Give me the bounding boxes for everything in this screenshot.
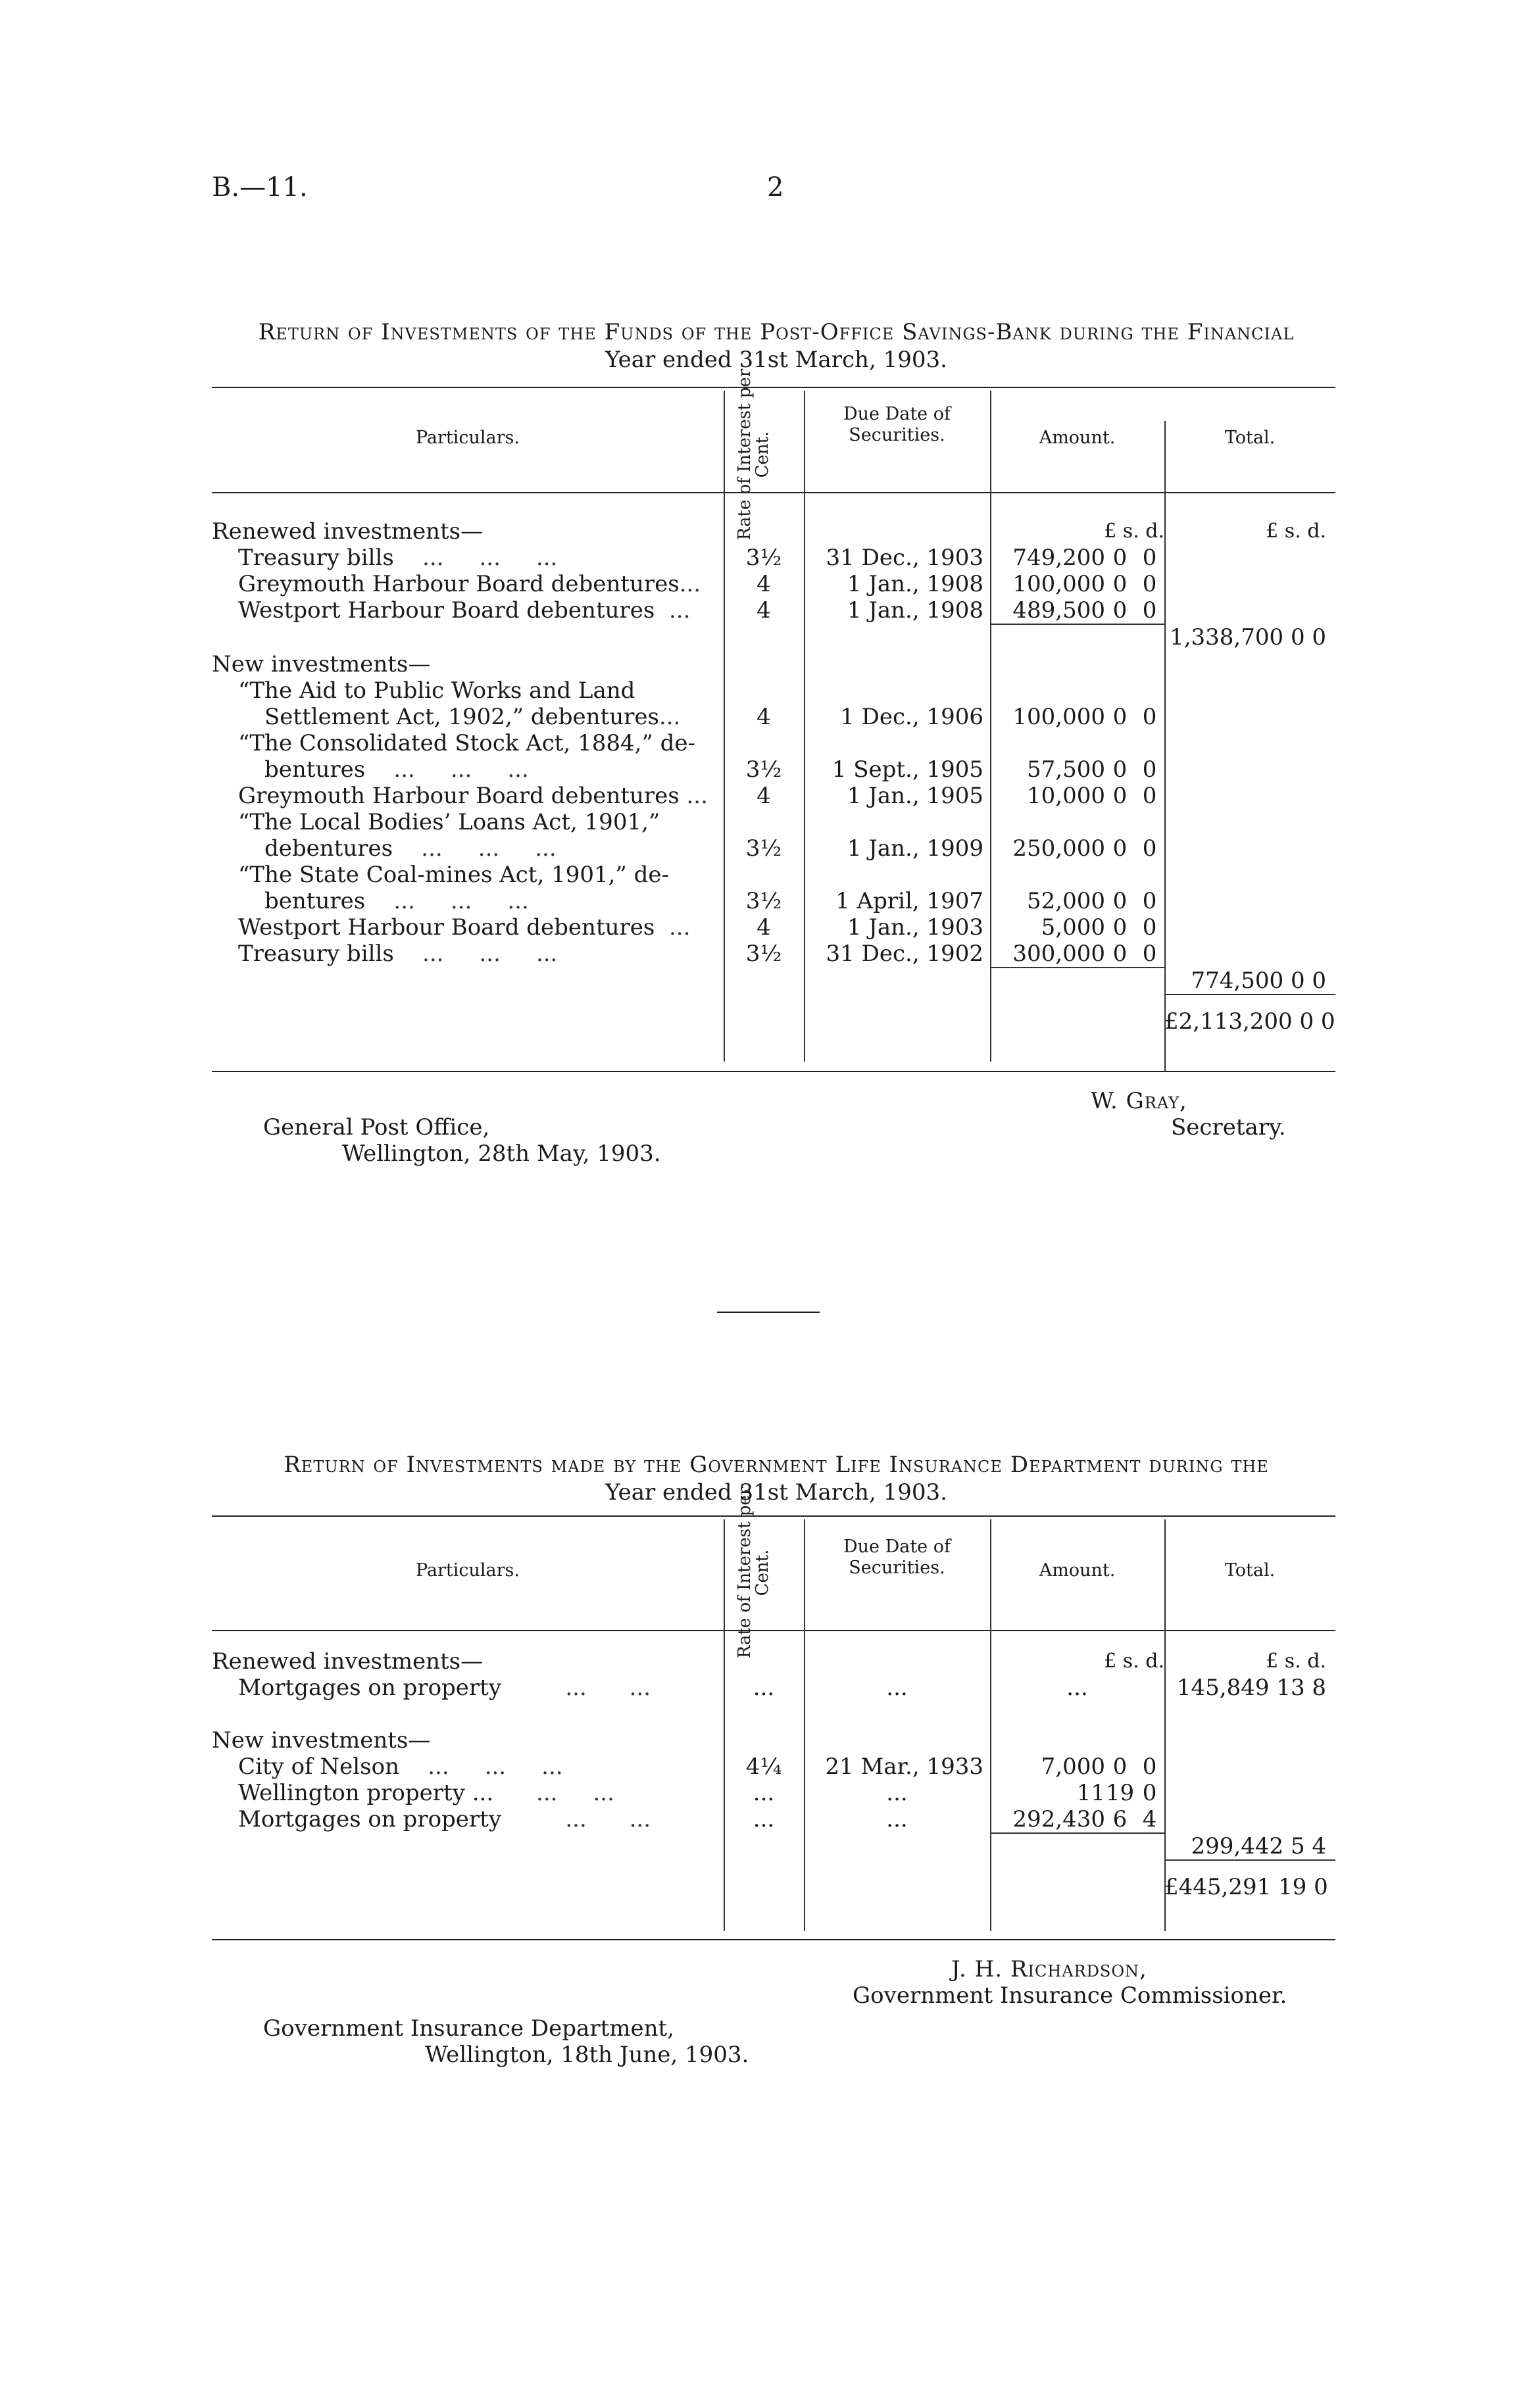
pounds: 7,000	[1041, 1754, 1105, 1780]
table-row	[212, 1701, 1335, 1727]
particular: “The Aid to Public Works and Land	[238, 677, 635, 704]
particular: Wellington property ... ... ...	[238, 1780, 614, 1806]
life-insurance-title-line2: Year ended 31st March, 1903.	[605, 1479, 947, 1506]
due-date: 21 Mar., 1933	[825, 1754, 983, 1780]
particular: “The Consolidated Stock Act, 1884,” de-	[238, 730, 695, 756]
savings-bank-title-line1: Return of Investments of the Funds of the Post-Office Savings-Bank during the Financial	[258, 319, 1295, 345]
life-insurance-signature	[853, 1956, 1287, 2009]
due-date: 31 Dec., 1903	[826, 545, 983, 571]
shillings: 0	[1112, 756, 1128, 783]
pence: 4	[1142, 1806, 1157, 1832]
section-separator	[717, 1312, 820, 1313]
pence: 0	[1142, 545, 1157, 571]
amount: ...	[1066, 1675, 1088, 1701]
subtotal: 299,442 5 4	[1191, 1833, 1327, 1859]
column-header-due-date: Due Date of Securities.	[843, 404, 951, 445]
rate: 4	[757, 914, 771, 941]
particular: Treasury bills ... ... ...	[238, 941, 558, 967]
table-row	[212, 1754, 1335, 1780]
due-date: 1 Sept., 1905	[832, 756, 983, 783]
pounds: 292,430	[1012, 1806, 1105, 1832]
table-row	[212, 1675, 1335, 1701]
column-header-total: Total.	[1224, 1560, 1276, 1581]
particular: Westport Harbour Board debentures ...	[238, 914, 691, 941]
section-label: Renewed investments—	[212, 1648, 484, 1675]
particular: City of Nelson ... ... ...	[238, 1754, 563, 1780]
rate: 3½	[745, 545, 782, 571]
pence: 0	[1142, 914, 1157, 941]
table-bottom-rule	[212, 1939, 1335, 1940]
due-date: 1 Jan., 1909	[847, 835, 983, 862]
signatory-name: W. Gray,	[1091, 1088, 1187, 1114]
savings-bank-signature	[1091, 1088, 1286, 1141]
place-line: General Post Office,	[263, 1114, 490, 1141]
rate: 4	[757, 783, 771, 809]
due-date: ...	[886, 1780, 908, 1806]
table-row	[212, 651, 1335, 677]
due-date: 1 April, 1907	[835, 888, 983, 914]
table-row	[212, 756, 1335, 783]
shillings: 6	[1112, 1806, 1128, 1832]
shillings: 0	[1112, 545, 1128, 571]
pence: 0	[1142, 704, 1157, 730]
signatory-title: Government Insurance Commissioner.	[853, 1982, 1287, 2009]
particular: “The State Coal-mines Act, 1901,” de-	[238, 862, 669, 888]
table-row	[212, 941, 1335, 968]
pounds: 300,000	[1012, 941, 1105, 967]
place-line: Wellington, 18th June, 1903.	[425, 2042, 749, 2068]
pence: 0	[1142, 1780, 1157, 1806]
due-date: 1 Jan., 1903	[847, 914, 983, 941]
pence: 0	[1142, 756, 1157, 783]
column-header-due-date: Due Date of Securities.	[843, 1536, 951, 1578]
rate: 3½	[745, 888, 782, 914]
pounds: 100,000	[1012, 571, 1105, 597]
total-units: £ s. d.	[1266, 520, 1327, 543]
column-header-rate: Rate of Interest per Cent.	[735, 1487, 772, 1659]
table-row	[212, 730, 1335, 756]
subtotal: 145,849 13 8	[1176, 1675, 1327, 1701]
shillings: 0	[1112, 914, 1128, 941]
table-row	[212, 888, 1335, 914]
rate: 3½	[745, 835, 782, 862]
table-row	[212, 1860, 1335, 1915]
rate: 4	[757, 704, 771, 730]
due-date: 1 Jan., 1908	[847, 571, 983, 597]
pence: 0	[1142, 571, 1157, 597]
rate: 4	[757, 571, 771, 597]
amount-units: £ s. d.	[1104, 520, 1165, 543]
table-row	[212, 1648, 1335, 1675]
column-header-amount: Amount.	[1039, 428, 1116, 448]
pounds: 489,500	[1012, 597, 1105, 624]
rate: 4	[757, 597, 771, 624]
table-row	[212, 968, 1335, 995]
document-reference: B.—11.	[212, 172, 308, 203]
table-row	[212, 1833, 1335, 1860]
table-row	[212, 597, 1335, 624]
particular: “The Local Bodies’ Loans Act, 1901,”	[238, 809, 660, 835]
pounds: 10,000	[1027, 783, 1105, 809]
pounds: 5,000	[1041, 914, 1105, 941]
column-header-particulars: Particulars.	[415, 1560, 520, 1581]
section-label: New investments—	[212, 651, 431, 677]
savings-bank-title-line2: Year ended 31st March, 1903.	[605, 347, 947, 373]
life-insurance-place	[263, 2015, 749, 2068]
shillings: 0	[1112, 783, 1128, 809]
pounds: 52,000	[1027, 888, 1105, 914]
total-units: £ s. d.	[1266, 1650, 1327, 1673]
table-row	[212, 518, 1335, 545]
place-line: Government Insurance Department,	[263, 2015, 674, 2042]
table-row	[212, 783, 1335, 809]
shillings: 0	[1112, 704, 1128, 730]
rate: ...	[753, 1806, 775, 1832]
due-date: 1 Jan., 1908	[847, 597, 983, 624]
table-row	[212, 809, 1335, 835]
column-header-amount: Amount.	[1039, 1560, 1116, 1581]
column-header-rate: Rate of Interest per Cent.	[735, 368, 772, 541]
particular: Greymouth Harbour Board debentures ...	[238, 783, 708, 809]
table-row	[212, 862, 1335, 888]
place-line: Wellington, 28th May, 1903.	[342, 1141, 661, 1167]
table-row	[212, 1806, 1335, 1833]
rate: 3½	[745, 941, 782, 967]
pence: 0	[1142, 1754, 1157, 1780]
pence: 0	[1142, 941, 1157, 967]
particular: Settlement Act, 1902,” debentures...	[264, 704, 681, 730]
shillings: 0	[1112, 571, 1128, 597]
shillings: 0	[1112, 888, 1128, 914]
savings-bank-table	[212, 518, 1335, 1050]
rate: ...	[753, 1780, 775, 1806]
life-insurance-title-line1: Return of Investments made by the Government Life Insurance Department during the	[284, 1452, 1269, 1478]
rate: 3½	[745, 756, 782, 783]
pounds: 100,000	[1012, 704, 1105, 730]
shillings: 0	[1112, 1754, 1128, 1780]
pounds: 749,200	[1012, 545, 1105, 571]
pence: 0	[1142, 835, 1157, 862]
pence: 0	[1142, 597, 1157, 624]
table-row	[212, 914, 1335, 941]
pounds: 11	[1076, 1780, 1105, 1806]
signatory-title: Secretary.	[1171, 1114, 1286, 1141]
particular: bentures ... ... ...	[264, 756, 529, 783]
life-insurance-table	[212, 1648, 1335, 1915]
page-number: 2	[767, 172, 784, 203]
table-row	[212, 1780, 1335, 1806]
due-date: ...	[886, 1675, 908, 1701]
savings-bank-place	[263, 1114, 661, 1167]
table-row	[212, 704, 1335, 730]
particular: Westport Harbour Board debentures ...	[238, 597, 691, 624]
particular: bentures ... ... ...	[264, 888, 529, 914]
column-header-total: Total.	[1224, 428, 1276, 448]
table-row	[212, 835, 1335, 862]
particular: Greymouth Harbour Board debentures...	[238, 571, 701, 597]
section-label: New investments—	[212, 1727, 431, 1754]
column-header-particulars: Particulars.	[415, 428, 520, 448]
grand-total: £445,291 19 0	[1164, 1860, 1335, 1915]
table-row	[212, 677, 1335, 704]
section-label: Renewed investments—	[212, 518, 484, 545]
particular: Mortgages on property ... ...	[238, 1675, 651, 1701]
table-row	[212, 571, 1335, 597]
grand-total: £2,113,200 0 0	[1164, 995, 1335, 1050]
pounds: 57,500	[1027, 756, 1105, 783]
pounds: 250,000	[1012, 835, 1105, 862]
subtotal: 1,338,700 0 0	[1170, 624, 1327, 651]
pence: 0	[1142, 888, 1157, 914]
particular: Treasury bills ... ... ...	[238, 545, 558, 571]
subtotal: 774,500 0 0	[1191, 968, 1327, 994]
shillings: 19	[1105, 1780, 1135, 1806]
shillings: 0	[1112, 941, 1128, 967]
amount-units: £ s. d.	[1104, 1650, 1165, 1673]
signatory-name: J. H. Richardson,	[951, 1956, 1147, 1982]
rate: 4¼	[745, 1754, 782, 1780]
due-date: ...	[886, 1806, 908, 1832]
table-row	[212, 545, 1335, 571]
due-date: 1 Dec., 1906	[840, 704, 983, 730]
particular: Mortgages on property ... ...	[238, 1806, 651, 1832]
table-row	[212, 1727, 1335, 1754]
rate: ...	[753, 1675, 775, 1701]
due-date: 31 Dec., 1902	[826, 941, 983, 967]
particular: debentures ... ... ...	[264, 835, 557, 862]
table-row	[212, 624, 1335, 651]
shillings: 0	[1112, 835, 1128, 862]
table-bottom-rule	[212, 1071, 1335, 1072]
shillings: 0	[1112, 597, 1128, 624]
table-row	[212, 995, 1335, 1050]
due-date: 1 Jan., 1905	[847, 783, 983, 809]
pence: 0	[1142, 783, 1157, 809]
